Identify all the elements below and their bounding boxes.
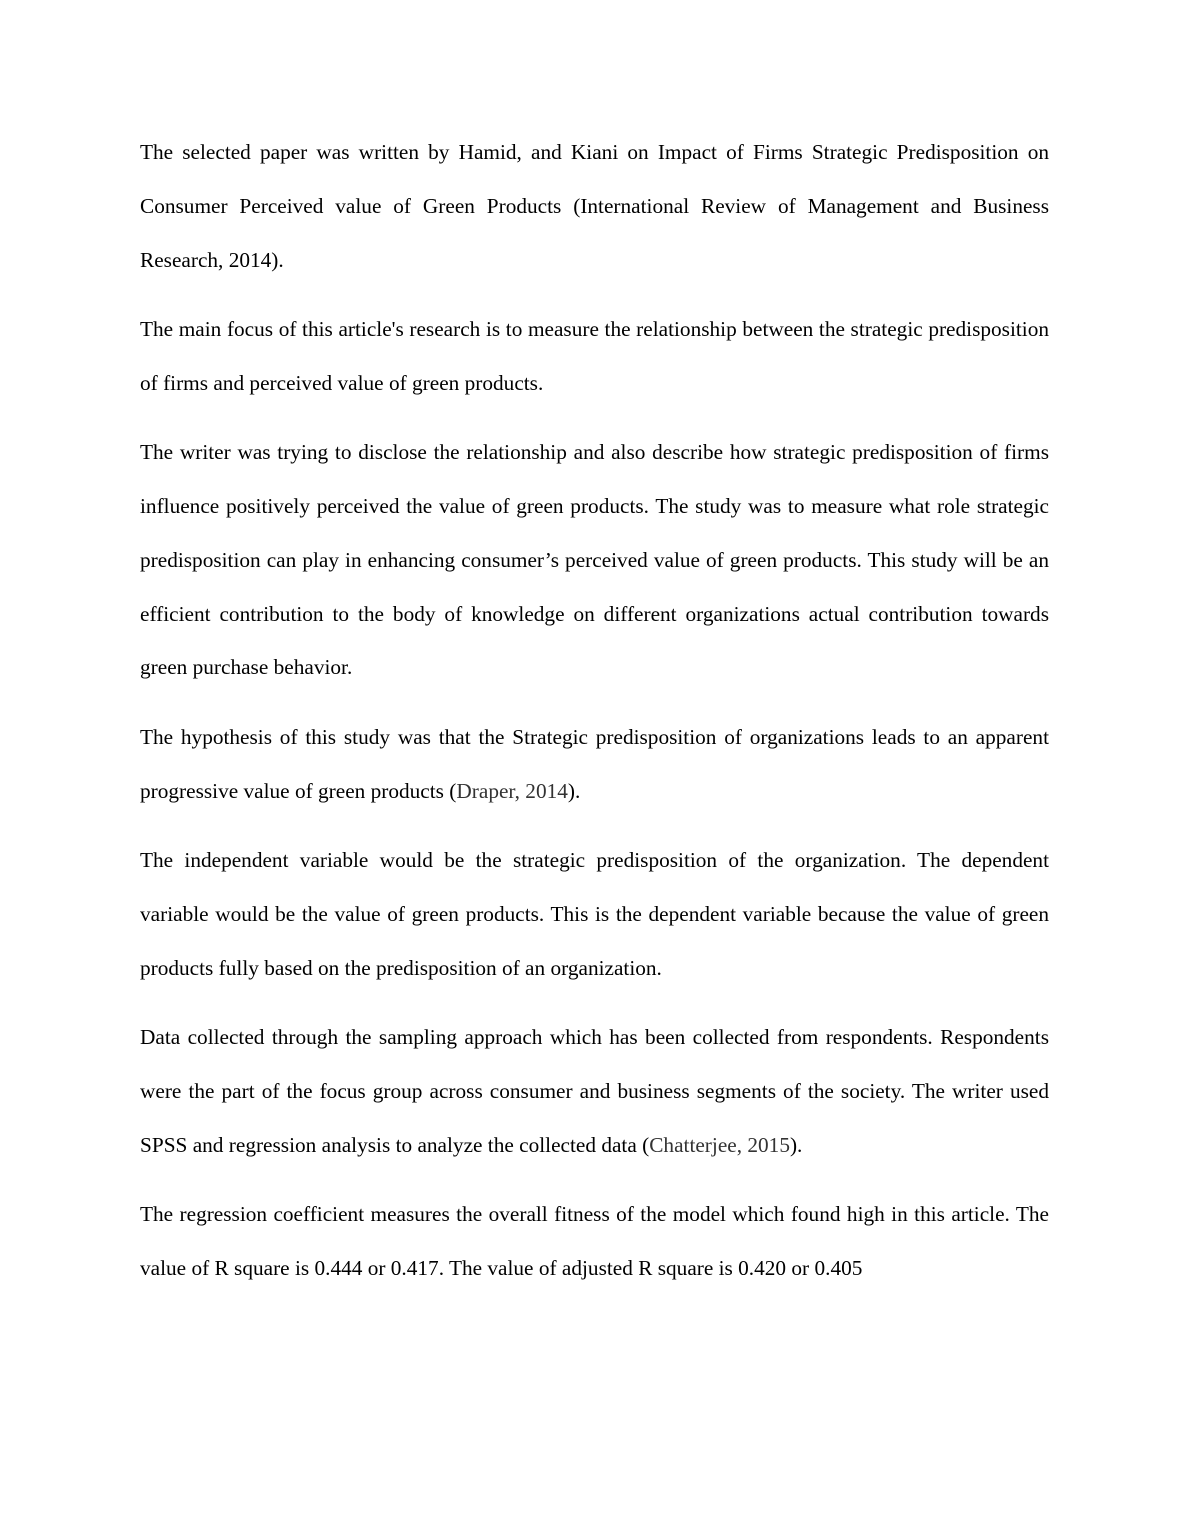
paragraph-regression [140, 1188, 1049, 1296]
paragraph-text: The hypothesis of this study was that the Strategic predisposition of organizations leads to an apparent progressive value of green products ( [140, 724, 1049, 803]
citation-chatterjee: Chatterjee, 2015 [649, 1132, 790, 1157]
paragraph-text: Data collected through the sampling approach which has been collected from respondents. Respondents were the part of the focus group across consumer and business segments of the society. The writer used SPSS and regression analysis to analyze the collected data ( [140, 1024, 1049, 1157]
paragraph-text: The writer was trying to disclose the relationship and also describe how strategic predisposition of firms influence positively perceived the value of green products. The study was to measure what role strategic predisposition can play in enhancing consumer’s perceived value of green products. This study will be an efficient contribution to the body of knowledge on different organizations actual contribution towards green purchase behavior. [140, 440, 1049, 680]
paragraph-variables [140, 834, 1049, 995]
paragraph-main-focus [140, 303, 1049, 411]
paragraph-text: The selected paper was written by Hamid, and Kiani on Impact of Firms Strategic Predisposition on Consumer Perceived value of Green Products (International Review of Management and Business Research, 2014). [140, 140, 1049, 272]
paragraph-text: ). [567, 778, 581, 803]
paragraph-hypothesis [140, 711, 1049, 819]
paragraph-data-collection [140, 1011, 1049, 1172]
document-body [140, 126, 1049, 1311]
paragraph-text: The main focus of this article's research is to measure the relationship between the strategic predisposition of firms and perceived value of green products. [140, 316, 1049, 395]
paragraph-selected-paper [140, 126, 1049, 287]
citation-draper: Draper, 2014 [456, 778, 568, 803]
paragraph-text: The independent variable would be the strategic predisposition of the organization. The dependent variable would be the value of green products. This is the dependent variable because the value of green products fully based on the predisposition of an organization. [140, 847, 1049, 980]
paragraph-writer-purpose [140, 426, 1049, 695]
paragraph-text: The regression coefficient measures the overall fitness of the model which found high in this article. The value of R square is 0.444 or 0.417. The value of adjusted R square is 0.420 or 0.405 [140, 1201, 1049, 1280]
paragraph-text: ). [789, 1132, 803, 1157]
